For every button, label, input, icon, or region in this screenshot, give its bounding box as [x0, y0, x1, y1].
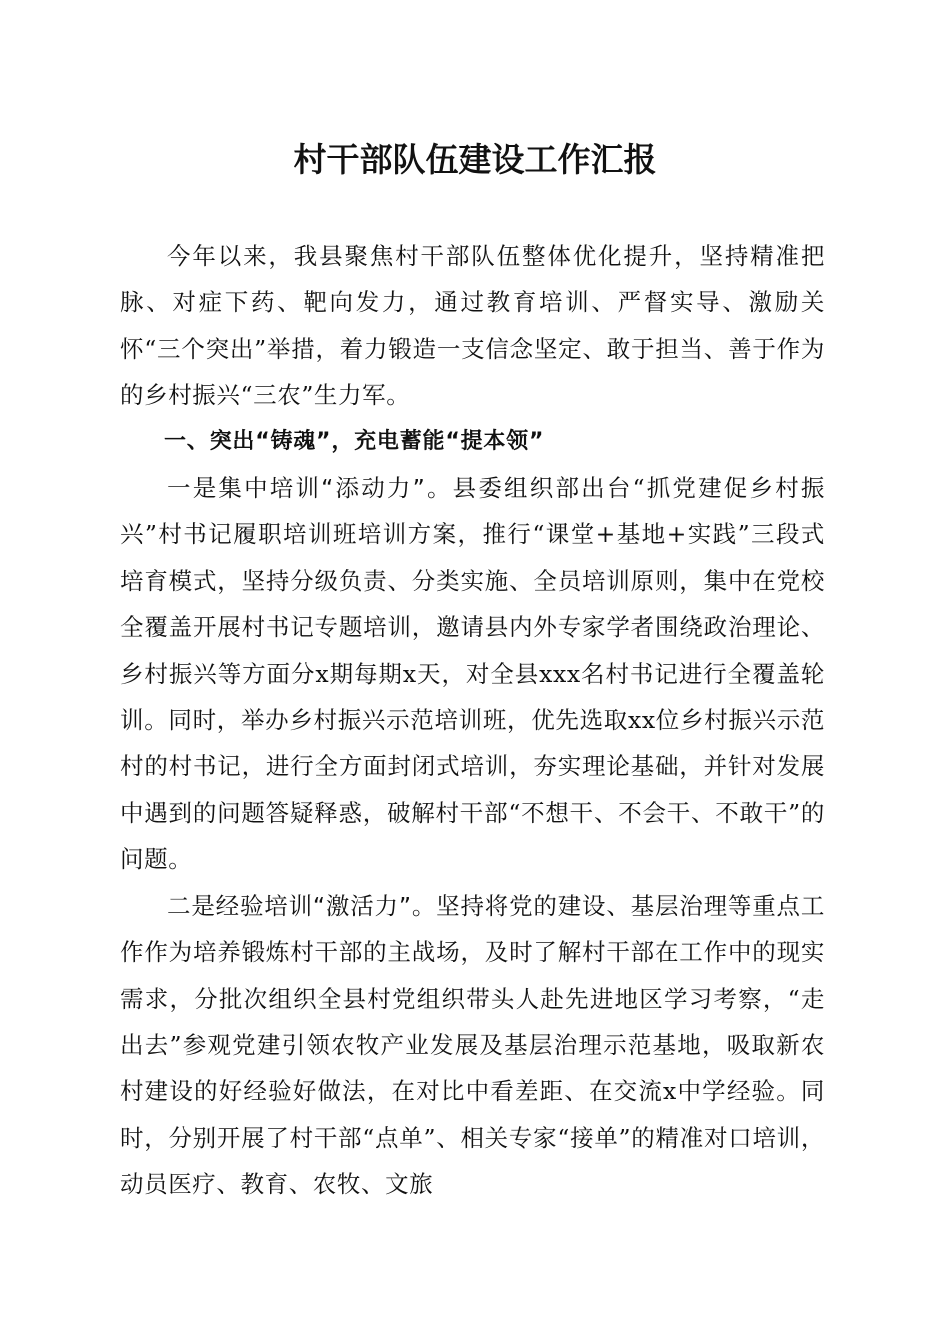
document-body — [120, 233, 825, 1208]
section-heading-1: 一、突出“铸魂”，充电蓄能“提本领” — [164, 428, 545, 454]
intro-paragraph: 今年以来，我县聚焦村干部队伍整体优化提升，坚持精准把脉、对症下药、靶向发力，通过教育培训、严督实导、激励关怀“三个突出”举措，着力锻造一支信念坚定、敢于担当、善于作为的乡村振兴“三农”生力军。 — [120, 242, 825, 410]
paragraph-text-1: 县委组织部出台“抓党建促乡村振兴”村书记履职培训班培训方案，推行“课堂+基地+实践”三段式培育模式，坚持分级负责、分类实施、全员培训原则，集中在党校全覆盖开展村书记专题培训，邀请县内外专家学者围绕政治理论、乡村振兴等方面分x期每期x天，对全县xxx名村书记进行全覆盖轮训。同时，举办乡村振兴示范培训班，优先选取xx位乡村振兴示范村的村书记，进行全方面封闭式培训，夯实理论基础，并针对发展中遇到的问题答疑释惑，破解村干部“不想干、不会干、不敢干”的问题。 — [120, 474, 825, 874]
paragraph-lead-2: 二是经验培训“激活力”。 — [167, 891, 437, 920]
body-paragraph-1 — [120, 465, 825, 883]
document-title: 村干部队伍建设工作汇报 — [293, 140, 657, 179]
paragraph-text-2: 坚持将党的建设、基层治理等重点工作作为培养锻炼村干部的主战场，及时了解村干部在工作中的现实需求，分批次组织全县村党组织带头人赴先进地区学习考察，“走出去”参观党建引领农牧产业发展及基层治理示范基地，吸取新农村建设的好经验好做法，在对比中看差距、在交流x中学经验。同时，分别开展了村干部“点单”、相关专家“接单”的精准对口培训，动员医疗、教育、农牧、文旅 — [120, 891, 825, 1199]
paragraph-lead-1: 一是集中培训“添动力”。 — [167, 474, 453, 503]
body-paragraph-2 — [120, 883, 825, 1208]
